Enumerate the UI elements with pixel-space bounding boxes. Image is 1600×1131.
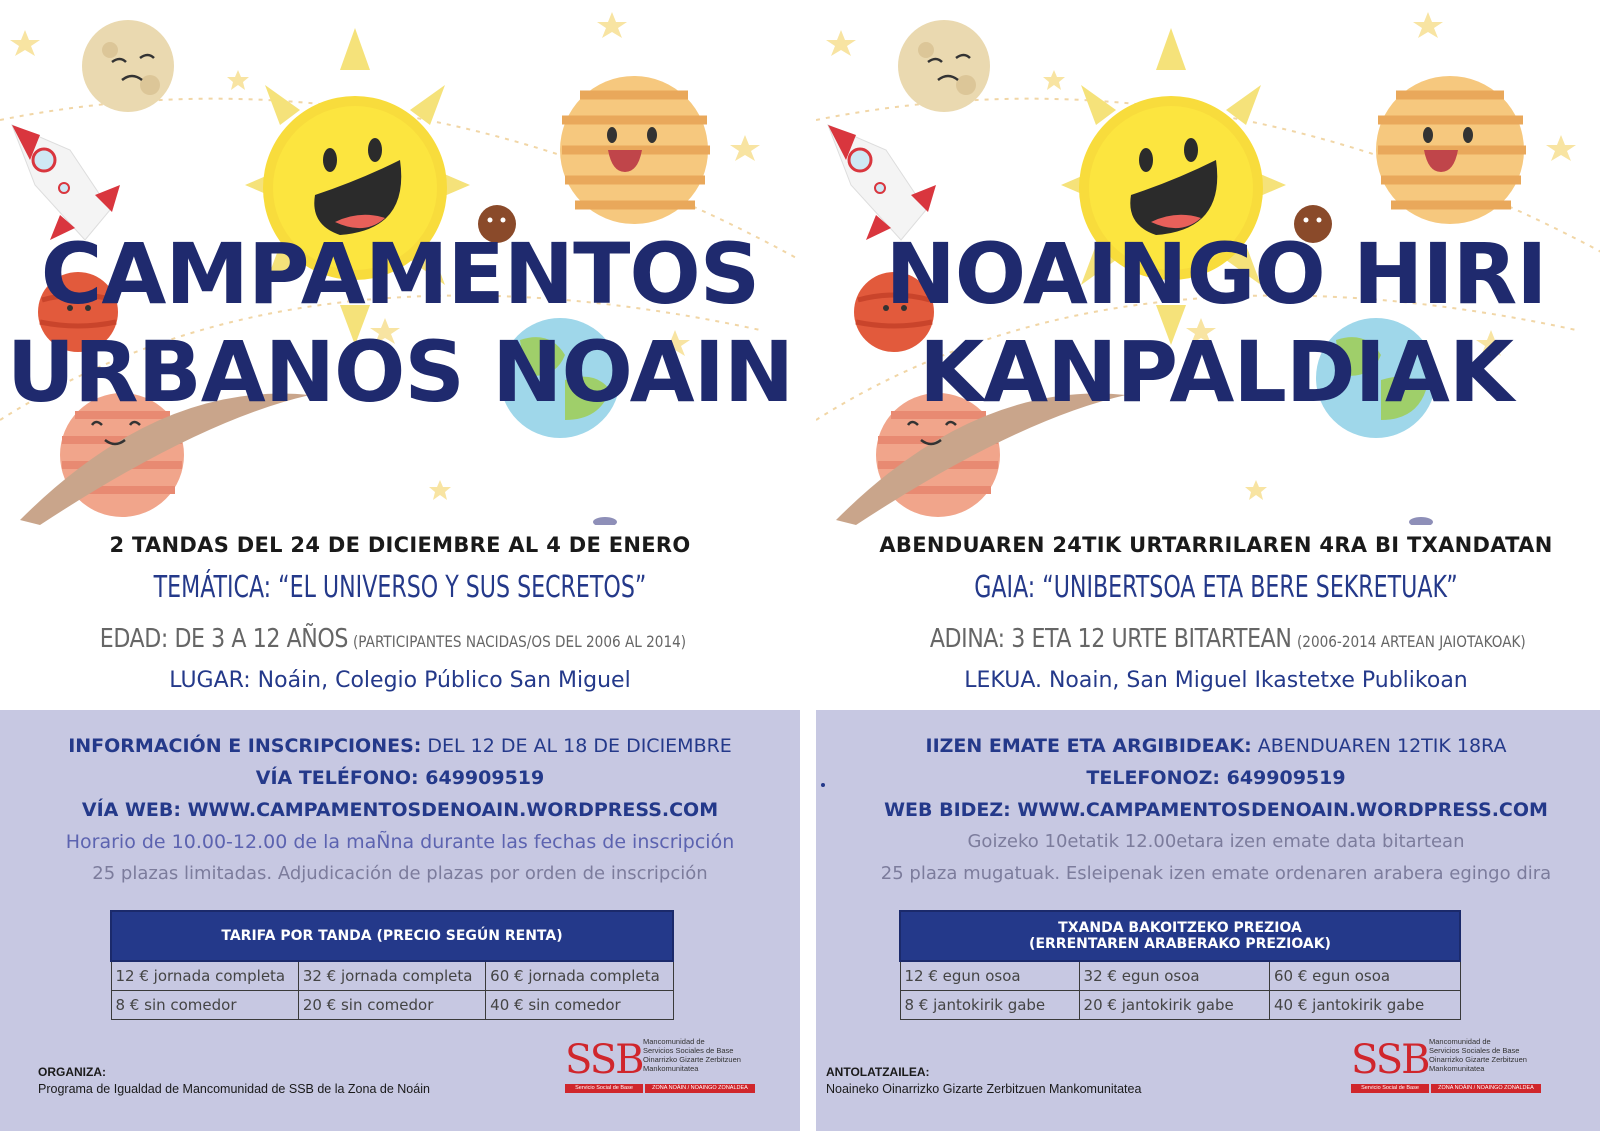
title-line-1: CAMPAMENTOS: [40, 225, 760, 323]
price-cell: 12 € jornada completa: [111, 961, 298, 991]
registration-info: [816, 730, 1600, 890]
logo-desc-line: Servicios Sociales de Base: [1429, 1046, 1520, 1055]
price-table-header-line-2: (ERRENTAREN ARABERAKO PREZIOAK): [1029, 936, 1331, 952]
event-dates: ABENDUAREN 24TIK URTARRILAREN 4RA BI TXANDATAN: [879, 533, 1553, 557]
hours-text: Horario de 10.00-12.00 de la maÑna durante las fechas de inscripción: [65, 831, 735, 853]
table-row: [900, 991, 1460, 1020]
logo-desc-line: Mancomunidad de: [1429, 1037, 1491, 1046]
event-location: LUGAR: Noáin, Colegio Público San Miguel: [169, 668, 631, 693]
title-line-2: KANPALDIAK: [919, 323, 1513, 421]
ssb-logo: [565, 1037, 765, 1102]
ssb-logo-text: SSB: [1351, 1037, 1429, 1083]
price-cell: 40 € jantokirik gabe: [1270, 991, 1460, 1020]
logo-desc-line: Mankomunitatea: [1429, 1064, 1485, 1073]
phone-row: [0, 762, 800, 794]
ssb-logo-description: [643, 1037, 741, 1073]
planet-icon: [560, 76, 710, 224]
logo-bar-left: Servicio Social de Base: [565, 1084, 643, 1093]
price-table-header-line-1: TXANDA BAKOITZEKO PREZIOA: [1058, 920, 1302, 936]
organizer-label: ORGANIZA:: [38, 1065, 106, 1079]
places-text: 25 plazas limitadas. Adjudicación de plazas por orden de inscripción: [92, 863, 708, 884]
web-row: [816, 794, 1600, 826]
poster-title: [0, 225, 800, 421]
price-cell: 32 € egun osoa: [1079, 961, 1269, 991]
price-cell: 60 € egun osoa: [1270, 961, 1460, 991]
planet-icon: [1376, 76, 1526, 224]
event-theme: TEMÁTICA: “EL UNIVERSO Y SUS SECRETOS”: [153, 570, 647, 605]
planet-icon: [82, 20, 174, 112]
rocket-icon: [12, 125, 120, 240]
price-table: [110, 910, 674, 1020]
poster-title: [816, 225, 1600, 421]
ssb-logo: [1351, 1037, 1551, 1102]
registration-panel: [0, 710, 800, 1131]
age-main: EDAD: DE 3 A 12 AÑOS: [99, 624, 348, 654]
phone: TELEFONOZ: 649909519: [1086, 767, 1346, 789]
event-details: [816, 528, 1600, 698]
title-line-1: NOAINGO HIRI: [885, 225, 1547, 323]
poster-gutter: [800, 0, 816, 1131]
phone-row: [816, 762, 1600, 794]
logo-bar-right: ZONA NOÁIN / NOAINGO ZONALDEA: [1431, 1084, 1541, 1093]
price-cell: 8 € jantokirik gabe: [900, 991, 1079, 1020]
registration-dates-row: [816, 730, 1600, 762]
price-table-header-row: [900, 911, 1460, 961]
price-cell: 20 € sin comedor: [298, 991, 485, 1020]
age-main: ADINA: 3 ETA 12 URTE BITARTEAN: [929, 624, 1292, 654]
age-range: [0, 614, 800, 664]
registration-dates: ABENDUAREN 12TIK 18RA: [1251, 735, 1507, 757]
web-link[interactable]: VÍA WEB: WWW.CAMPAMENTOSDENOAIN.WORDPRESS.COM: [81, 799, 719, 821]
table-row: [111, 961, 673, 991]
event-dates: 2 TANDAS DEL 24 DE DICIEMBRE AL 4 DE ENERO: [109, 533, 691, 557]
price-cell: 40 € sin comedor: [486, 991, 673, 1020]
registration-dates-row: [0, 730, 800, 762]
price-table-header-row: [111, 911, 673, 961]
table-row: [111, 991, 673, 1020]
registration-info: [0, 730, 800, 890]
age-range: [816, 614, 1600, 664]
places-text: 25 plaza mugatuak. Esleipenak izen emate ordenaren arabera egingo dira: [880, 863, 1552, 884]
organizer-label: ANTOLATZAILEA:: [826, 1065, 930, 1079]
event-location: LEKUA. Noain, San Miguel Ikastetxe Publikoan: [964, 668, 1468, 693]
logo-desc-line: Oinarrizko Gizarte Zerbitzuen: [643, 1055, 741, 1064]
logo-bar-right: ZONA NOÁIN / NOAINGO ZONALDEA: [645, 1084, 755, 1093]
poster-basque: [816, 0, 1600, 1131]
table-row: [900, 961, 1460, 991]
price-table-header: [111, 911, 673, 961]
price-cell: 12 € egun osoa: [900, 961, 1079, 991]
registration-label: IIZEN EMATE ETA ARGIBIDEAK:: [925, 735, 1252, 757]
price-cell: 60 € jornada completa: [486, 961, 673, 991]
price-table-header-line-1: TARIFA POR TANDA (PRECIO SEGÚN RENTA): [221, 928, 563, 944]
hours-text: Goizeko 10etatik 12.00etara izen emate data bitartean: [967, 831, 1465, 852]
planet-icon: [898, 20, 990, 112]
organizer-name: Programa de Igualdad de Mancomunidad de SSB de la Zona de Noáin: [38, 1082, 430, 1096]
logo-bar-left: Servicio Social de Base: [1351, 1084, 1429, 1093]
title-line-2: URBANOS NOAIN: [6, 323, 794, 421]
ssb-logo-description: [1429, 1037, 1527, 1073]
registration-label: INFORMACIÓN E INSCRIPCIONES:: [68, 735, 422, 757]
web-row: [0, 794, 800, 826]
logo-desc-line: Oinarrizko Gizarte Zerbitzuen: [1429, 1055, 1527, 1064]
event-theme: GAIA: “UNIBERTSOA ETA BERE SEKRETUAK”: [974, 570, 1458, 605]
age-note: (2006-2014 ARTEAN JAIOTAKOAK): [1296, 632, 1526, 651]
event-details: [0, 528, 800, 698]
price-cell: 32 € jornada completa: [298, 961, 485, 991]
age-note: (PARTICIPANTES NACIDAS/OS DEL 2006 AL 2014): [352, 632, 686, 651]
rocket-icon: [828, 125, 936, 240]
price-table: [899, 910, 1461, 1020]
price-table-header: [900, 911, 1460, 961]
registration-dates: DEL 12 DE AL 18 DE DICIEMBRE: [421, 735, 732, 757]
price-cell: 20 € jantokirik gabe: [1079, 991, 1269, 1020]
ssb-logo-text: SSB: [565, 1037, 643, 1083]
price-cell: 8 € sin comedor: [111, 991, 298, 1020]
logo-desc-line: Servicios Sociales de Base: [643, 1046, 734, 1055]
logo-desc-line: Mancomunidad de: [643, 1037, 705, 1046]
organizer-name: Noaineko Oinarrizko Gizarte Zerbitzuen Mankomunitatea: [826, 1082, 1142, 1096]
logo-desc-line: Mankomunitatea: [643, 1064, 699, 1073]
phone: VÍA TELÉFONO: 649909519: [255, 767, 545, 789]
registration-panel: [816, 710, 1600, 1131]
web-link[interactable]: WEB BIDEZ: WWW.CAMPAMENTOSDENOAIN.WORDPRESS.COM: [884, 799, 1548, 821]
